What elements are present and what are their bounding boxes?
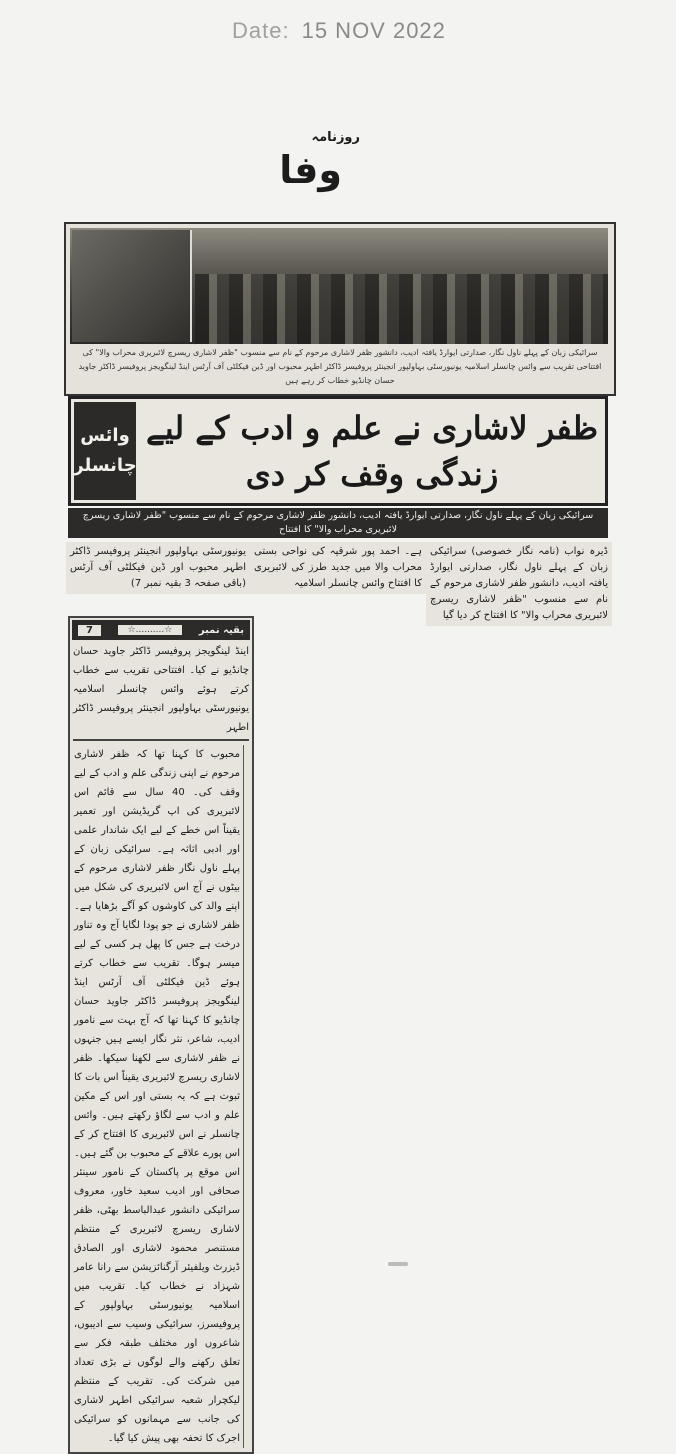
speakers-inset-photo xyxy=(72,230,192,342)
event-photo xyxy=(70,228,608,344)
article-column-right: ڈیرہ نواب (نامہ نگار خصوصی) سرائیکی زبان کے پہلے ناول نگار، صدارتی ایوارڈ یافتہ ادیب، دانشور ظفر لاشاری مرحوم کے نام سے منسوب "ظفر لاشاری ریسرچ لائبریری محراب والا" کا افتتاح کر دیا گیا xyxy=(426,542,612,626)
news-photo-block xyxy=(64,222,616,396)
side-label-line-1: وائس xyxy=(80,425,130,446)
scan-mark xyxy=(388,1262,408,1266)
article-column-middle: ہے۔ احمد پور شرقیہ کی نواحی بستی محراب والا میں جدید طرز کی لائبریری کا افتتاح وائس چانسلر اسلامیہ xyxy=(250,542,426,594)
article-column-left: یونیورسٹی بہاولپور انجینئر پروفیسر ڈاکٹر اطہر محبوب اور ڈین فیکلٹی آف آرٹس (باقی صفحہ 3 بقیہ نمبر 7) xyxy=(66,542,250,594)
side-label-line-2: چانسلر xyxy=(73,455,137,476)
masthead-prefix: روزنامہ xyxy=(311,130,360,145)
headline-title: ظفر لاشاری نے علم و ادب کے لیے زندگی وقف کر دی xyxy=(145,409,599,493)
continuation-box xyxy=(68,616,254,1454)
continuation-body: محبوب کا کہنا تھا کہ ظفر لاشاری مرحوم نے اپنی زندگی علم و ادب کے لیے وقف کی۔ 40 سال سے قائم اس لائبریری کی اپ گریڈیشن اور تعمیر یقیناً اس خطے کے لیے ایک شاندار علمی اور ادبی اثاثہ ہے۔ سرائیکی زبان کے پہلے ناول نگار ظفر لاشاری مرحوم کے بیٹوں نے آج اس لائبریری کی شکل میں اپنے والد کی کاوشوں کو آگے بڑھایا ہے۔ ظفر لاشاری نے جو پودا لگایا آج وہ تناور درخت ہے جس کا پھل ہر کسی کے لیے میسر ہوگا۔ تقریب سے خطاب کرتے ہوئے ڈین فیکلٹی آف آرٹس اینڈ لینگویجز پروفیسر ڈاکٹر جاوید حسان چانڈیو کا کہنا تھا کہ آج بہت سے نامور ادیب، شاعر، نثر نگار ایسے ہیں جنہوں نے ظفر لاشاری سے لکھنا سیکھا۔ ظفر لاشاری ریسرچ لائبریری یقیناً اس بات کا ثبوت ہے کہ یہ بستی اور اس کے مکین علم و ادب سے لگاؤ رکھتے ہیں۔ وائس چانسلر نے اس لائبریری کا افتتاح کر کے اس پورے علاقے کے محبوب بن گئے ہیں۔ اس موقع پر پاکستان کے نامور سینئر صحافی اور ادیب سعید خاور، معروف سرائیکی دانشور عبدالباسط بھٹی، ظفر لاشاری ریسرچ لائبریری کے منتظم مستنصر محمود لاشاری اور الصادق ڈیزرٹ ویلفیئر آرگنائزیشن سے رانا عامر شہزاد نے خطاب کیا۔ تقریب میں اسلامیہ یونیورسٹی بہاولپور کے پروفیسرز، سرائیکی وسیب سے ادیبوں، شاعروں اور مختلف طبقہ فکر سے تعلق رکھنے والے لوگوں نے بڑی تعداد میں شرکت کی۔ تقریب کے منتظم لیکچرار شعبہ سرائیکی اطہر لاشاری کی جانب سے مہمانوں کو سرائیکی اجرک کا تحفہ بھی پیش کیا گیا۔ xyxy=(74,745,244,1448)
sub-headline: سرائیکی زبان کے پہلے ناول نگار، صدارتی ایوارڈ یافتہ ادیب، دانشور ظفر لاشاری مرحوم کے نام سے منسوب "ظفر لاشاری ریسرچ لائبریری محراب والا" کا افتتاح xyxy=(68,508,608,538)
continuation-header xyxy=(72,620,250,640)
date-label: Date: xyxy=(232,18,290,43)
continuation-label: بقیہ نمبر xyxy=(198,624,244,636)
audience-image xyxy=(195,274,608,344)
date-value: 15 NOV 2022 xyxy=(301,18,446,43)
continuation-number: 7 xyxy=(78,625,101,636)
continuation-intro: اینڈ لینگویجز پروفیسر ڈاکٹر جاوید حسان چانڈیو نے کیا۔ افتتاحی تقریب سے خطاب کرتے ہوئے وائس چانسلر اسلامیہ یونیورسٹی بہاولپور انجینئر پروفیسر ڈاکٹر اطہر xyxy=(73,642,249,741)
photo-caption: سرائیکی زبان کے پہلے ناول نگار، صدارتی ایوارڈ یافتہ ادیب، دانشور ظفر لاشاری مرحوم کے نام سے منسوب "ظفر لاشاری ریسرچ لائبریری محراب والا" کی افتتاحی تقریب سے وائس چانسلر اسلامیہ یونیورسٹی بہاولپور انجینئر پروفیسر ڈاکٹر اطہر محبوب اور ڈین فیکلٹی آف آرٹس اینڈ لینگویجز پروفیسر ڈاکٹر جاوید حسان چانڈیو خطاب کر رہے ہیں xyxy=(78,348,602,385)
date-stamp xyxy=(232,18,446,44)
masthead-name: وفا xyxy=(279,148,342,192)
headline-side-label xyxy=(74,402,136,500)
headline-box xyxy=(68,396,608,506)
newspaper-masthead xyxy=(270,130,380,210)
stars-ornament: ☆..........☆ xyxy=(118,625,183,635)
